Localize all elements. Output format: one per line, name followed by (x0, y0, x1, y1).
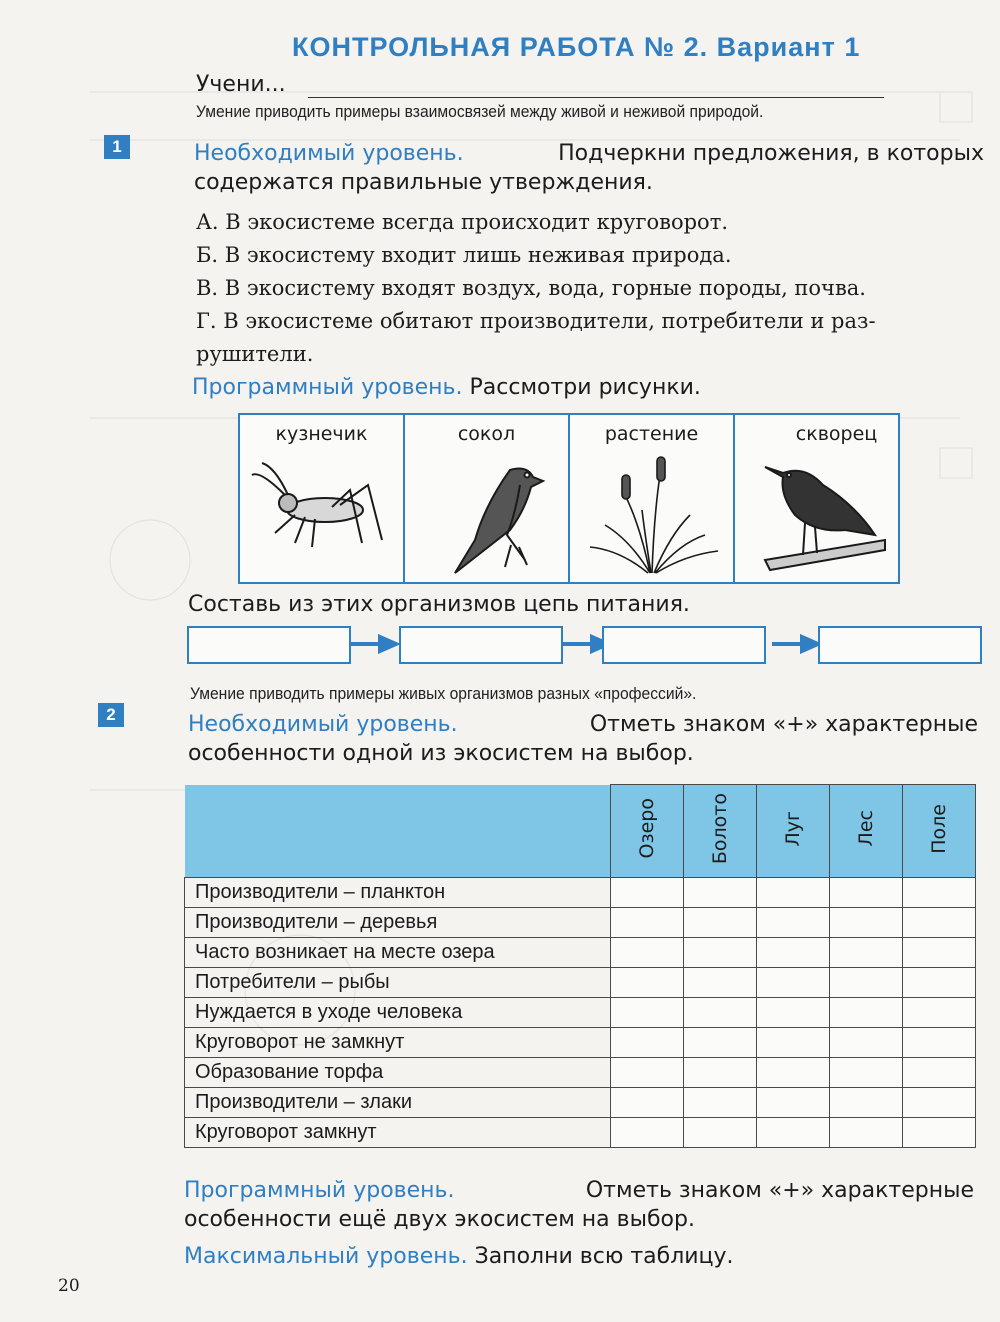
task2-skill: Умение приводить примеры живых организмов разных «профессий». (190, 684, 697, 703)
picture-label-falcon: сокол (457, 423, 516, 445)
row-label: Круговорот не замкнут (185, 1028, 611, 1058)
task1-number-badge: 1 (104, 135, 130, 159)
answer-cell[interactable] (902, 908, 975, 938)
task2-max-instruction: Заполни всю таблицу. (474, 1244, 734, 1269)
arrow-right-icon (350, 634, 400, 654)
answer-cell[interactable] (756, 878, 829, 908)
col-label: Луг (781, 810, 804, 847)
picture-label-plant: растение (604, 423, 699, 445)
col-label: Болото (708, 792, 731, 865)
task2-program-block (184, 1176, 974, 1234)
answer-cell[interactable] (829, 878, 902, 908)
task2-instruction-line1: Отметь знаком «+» характерные (589, 712, 978, 737)
task2-program-level: Программный уровень. (184, 1178, 455, 1203)
answer-cell[interactable] (756, 1058, 829, 1088)
answer-cell[interactable] (683, 1058, 756, 1088)
task1-statements (196, 206, 981, 371)
answer-cell[interactable] (683, 1088, 756, 1118)
answer-cell[interactable] (683, 1028, 756, 1058)
picture-plant (570, 415, 735, 582)
statement-a[interactable]: А. В экосистеме всегда происходит круговорот. (196, 210, 728, 234)
grasshopper-illustration (250, 455, 390, 565)
task2-instruction-line2: особенности одной из экосистем на выбор. (188, 741, 694, 766)
page-title: КОНТРОЛЬНАЯ РАБОТА № 2. Вариант 1 (292, 32, 861, 62)
task1-program-instruction: Рассмотри рисунки. (469, 375, 701, 400)
answer-cell[interactable] (610, 878, 683, 908)
row-label: Образование торфа (185, 1058, 611, 1088)
answer-cell[interactable] (902, 1028, 975, 1058)
table-row (185, 968, 976, 998)
col-header-forest (829, 785, 902, 878)
task2-max-level: Максимальный уровень. (184, 1244, 468, 1269)
organism-pictures (238, 413, 900, 584)
answer-cell[interactable] (610, 908, 683, 938)
food-chain-box-3[interactable] (602, 626, 766, 664)
food-chain-box-2[interactable] (399, 626, 563, 664)
answer-cell[interactable] (829, 1088, 902, 1118)
picture-grasshopper (240, 415, 405, 582)
task1-instruction-line1: Подчеркни предложения, в которых (558, 141, 984, 166)
answer-cell[interactable] (756, 998, 829, 1028)
answer-cell[interactable] (902, 1058, 975, 1088)
col-label: Лес (854, 810, 877, 847)
task1-required-level: Необходимый уровень. (194, 141, 464, 166)
answer-cell[interactable] (829, 938, 902, 968)
reed-plant-illustration (580, 455, 725, 575)
food-chain-box-4[interactable] (818, 626, 982, 664)
answer-cell[interactable] (756, 1028, 829, 1058)
task1-program-row (192, 373, 701, 402)
answer-cell[interactable] (756, 968, 829, 998)
answer-cell[interactable] (902, 938, 975, 968)
table-row (185, 878, 976, 908)
answer-cell[interactable] (610, 968, 683, 998)
col-label: Поле (927, 803, 950, 854)
col-header-meadow (756, 785, 829, 878)
task2-max-row (184, 1242, 734, 1271)
answer-cell[interactable] (829, 998, 902, 1028)
answer-cell[interactable] (829, 1028, 902, 1058)
table-row (185, 1088, 976, 1118)
picture-label-grasshopper: кузнечик (275, 423, 368, 445)
col-header-swamp (683, 785, 756, 878)
student-label: Учени... (196, 72, 286, 97)
answer-cell[interactable] (610, 1028, 683, 1058)
student-name-field[interactable] (308, 97, 884, 98)
answer-cell[interactable] (829, 908, 902, 938)
picture-label-starling: скворец (795, 423, 878, 445)
answer-cell[interactable] (610, 938, 683, 968)
col-header-field (902, 785, 975, 878)
answer-cell[interactable] (610, 998, 683, 1028)
row-label: Производители – злаки (185, 1088, 611, 1118)
table-row (185, 998, 976, 1028)
answer-cell[interactable] (756, 1088, 829, 1118)
task2-required-level: Необходимый уровень. (188, 712, 458, 737)
answer-cell[interactable] (683, 938, 756, 968)
answer-cell[interactable] (683, 878, 756, 908)
table-corner (185, 785, 611, 878)
answer-cell[interactable] (902, 1088, 975, 1118)
table-row (185, 938, 976, 968)
answer-cell[interactable] (902, 878, 975, 908)
table-row (185, 908, 976, 938)
task2-program-line2: особенности ещё двух экосистем на выбор. (184, 1207, 695, 1232)
task1-program-level: Программный уровень. (192, 375, 463, 400)
picture-starling (735, 415, 898, 582)
task2-number-badge: 2 (98, 703, 124, 727)
answer-cell[interactable] (683, 998, 756, 1028)
table-row (185, 1028, 976, 1058)
page-number: 20 (58, 1276, 80, 1296)
arrow-right-icon (772, 634, 822, 654)
row-label: Часто возникает на месте озера (185, 938, 611, 968)
task1-chain-instruction: Составь из этих организмов цепь питания. (188, 592, 690, 617)
ecosystem-table (184, 784, 976, 1148)
answer-cell[interactable] (683, 1118, 756, 1148)
row-label: Производители – деревья (185, 908, 611, 938)
table-row (185, 1118, 976, 1148)
answer-cell[interactable] (829, 968, 902, 998)
answer-cell[interactable] (756, 1118, 829, 1148)
statement-d[interactable]: Г. В экосистеме обитают производители, потребители и раз- (196, 309, 876, 333)
table-row (185, 1058, 976, 1088)
task2-instruction (188, 710, 978, 768)
picture-falcon (405, 415, 570, 582)
answer-cell[interactable] (902, 998, 975, 1028)
task1-instruction-line2: содержатся правильные утверждения. (194, 170, 653, 195)
answer-cell[interactable] (610, 1058, 683, 1088)
answer-cell[interactable] (756, 908, 829, 938)
starling-illustration (745, 455, 890, 575)
row-label: Круговорот замкнут (185, 1118, 611, 1148)
task1-skill: Умение приводить примеры взаимосвязей между живой и неживой природой. (196, 102, 764, 121)
col-header-lake (610, 785, 683, 878)
food-chain-box-1[interactable] (187, 626, 351, 664)
task1-instruction (194, 139, 984, 197)
answer-cell[interactable] (683, 968, 756, 998)
answer-cell[interactable] (902, 968, 975, 998)
answer-cell[interactable] (683, 908, 756, 938)
answer-cell[interactable] (902, 1118, 975, 1148)
row-label: Потребители – рыбы (185, 968, 611, 998)
answer-cell[interactable] (756, 938, 829, 968)
statement-b[interactable]: Б. В экосистему входит лишь неживая природа. (196, 243, 732, 267)
row-label: Нуждается в уходе человека (185, 998, 611, 1028)
answer-cell[interactable] (829, 1118, 902, 1148)
statement-c[interactable]: В. В экосистему входят воздух, вода, горные породы, почва. (196, 276, 866, 300)
row-label: Производители – планктон (185, 878, 611, 908)
col-label: Озеро (635, 798, 658, 859)
answer-cell[interactable] (610, 1088, 683, 1118)
task2-program-line1: Отметь знаком «+» характерные (585, 1178, 974, 1203)
falcon-illustration (415, 455, 560, 575)
statement-d-continued[interactable]: рушители. (196, 342, 314, 366)
answer-cell[interactable] (610, 1118, 683, 1148)
answer-cell[interactable] (829, 1058, 902, 1088)
